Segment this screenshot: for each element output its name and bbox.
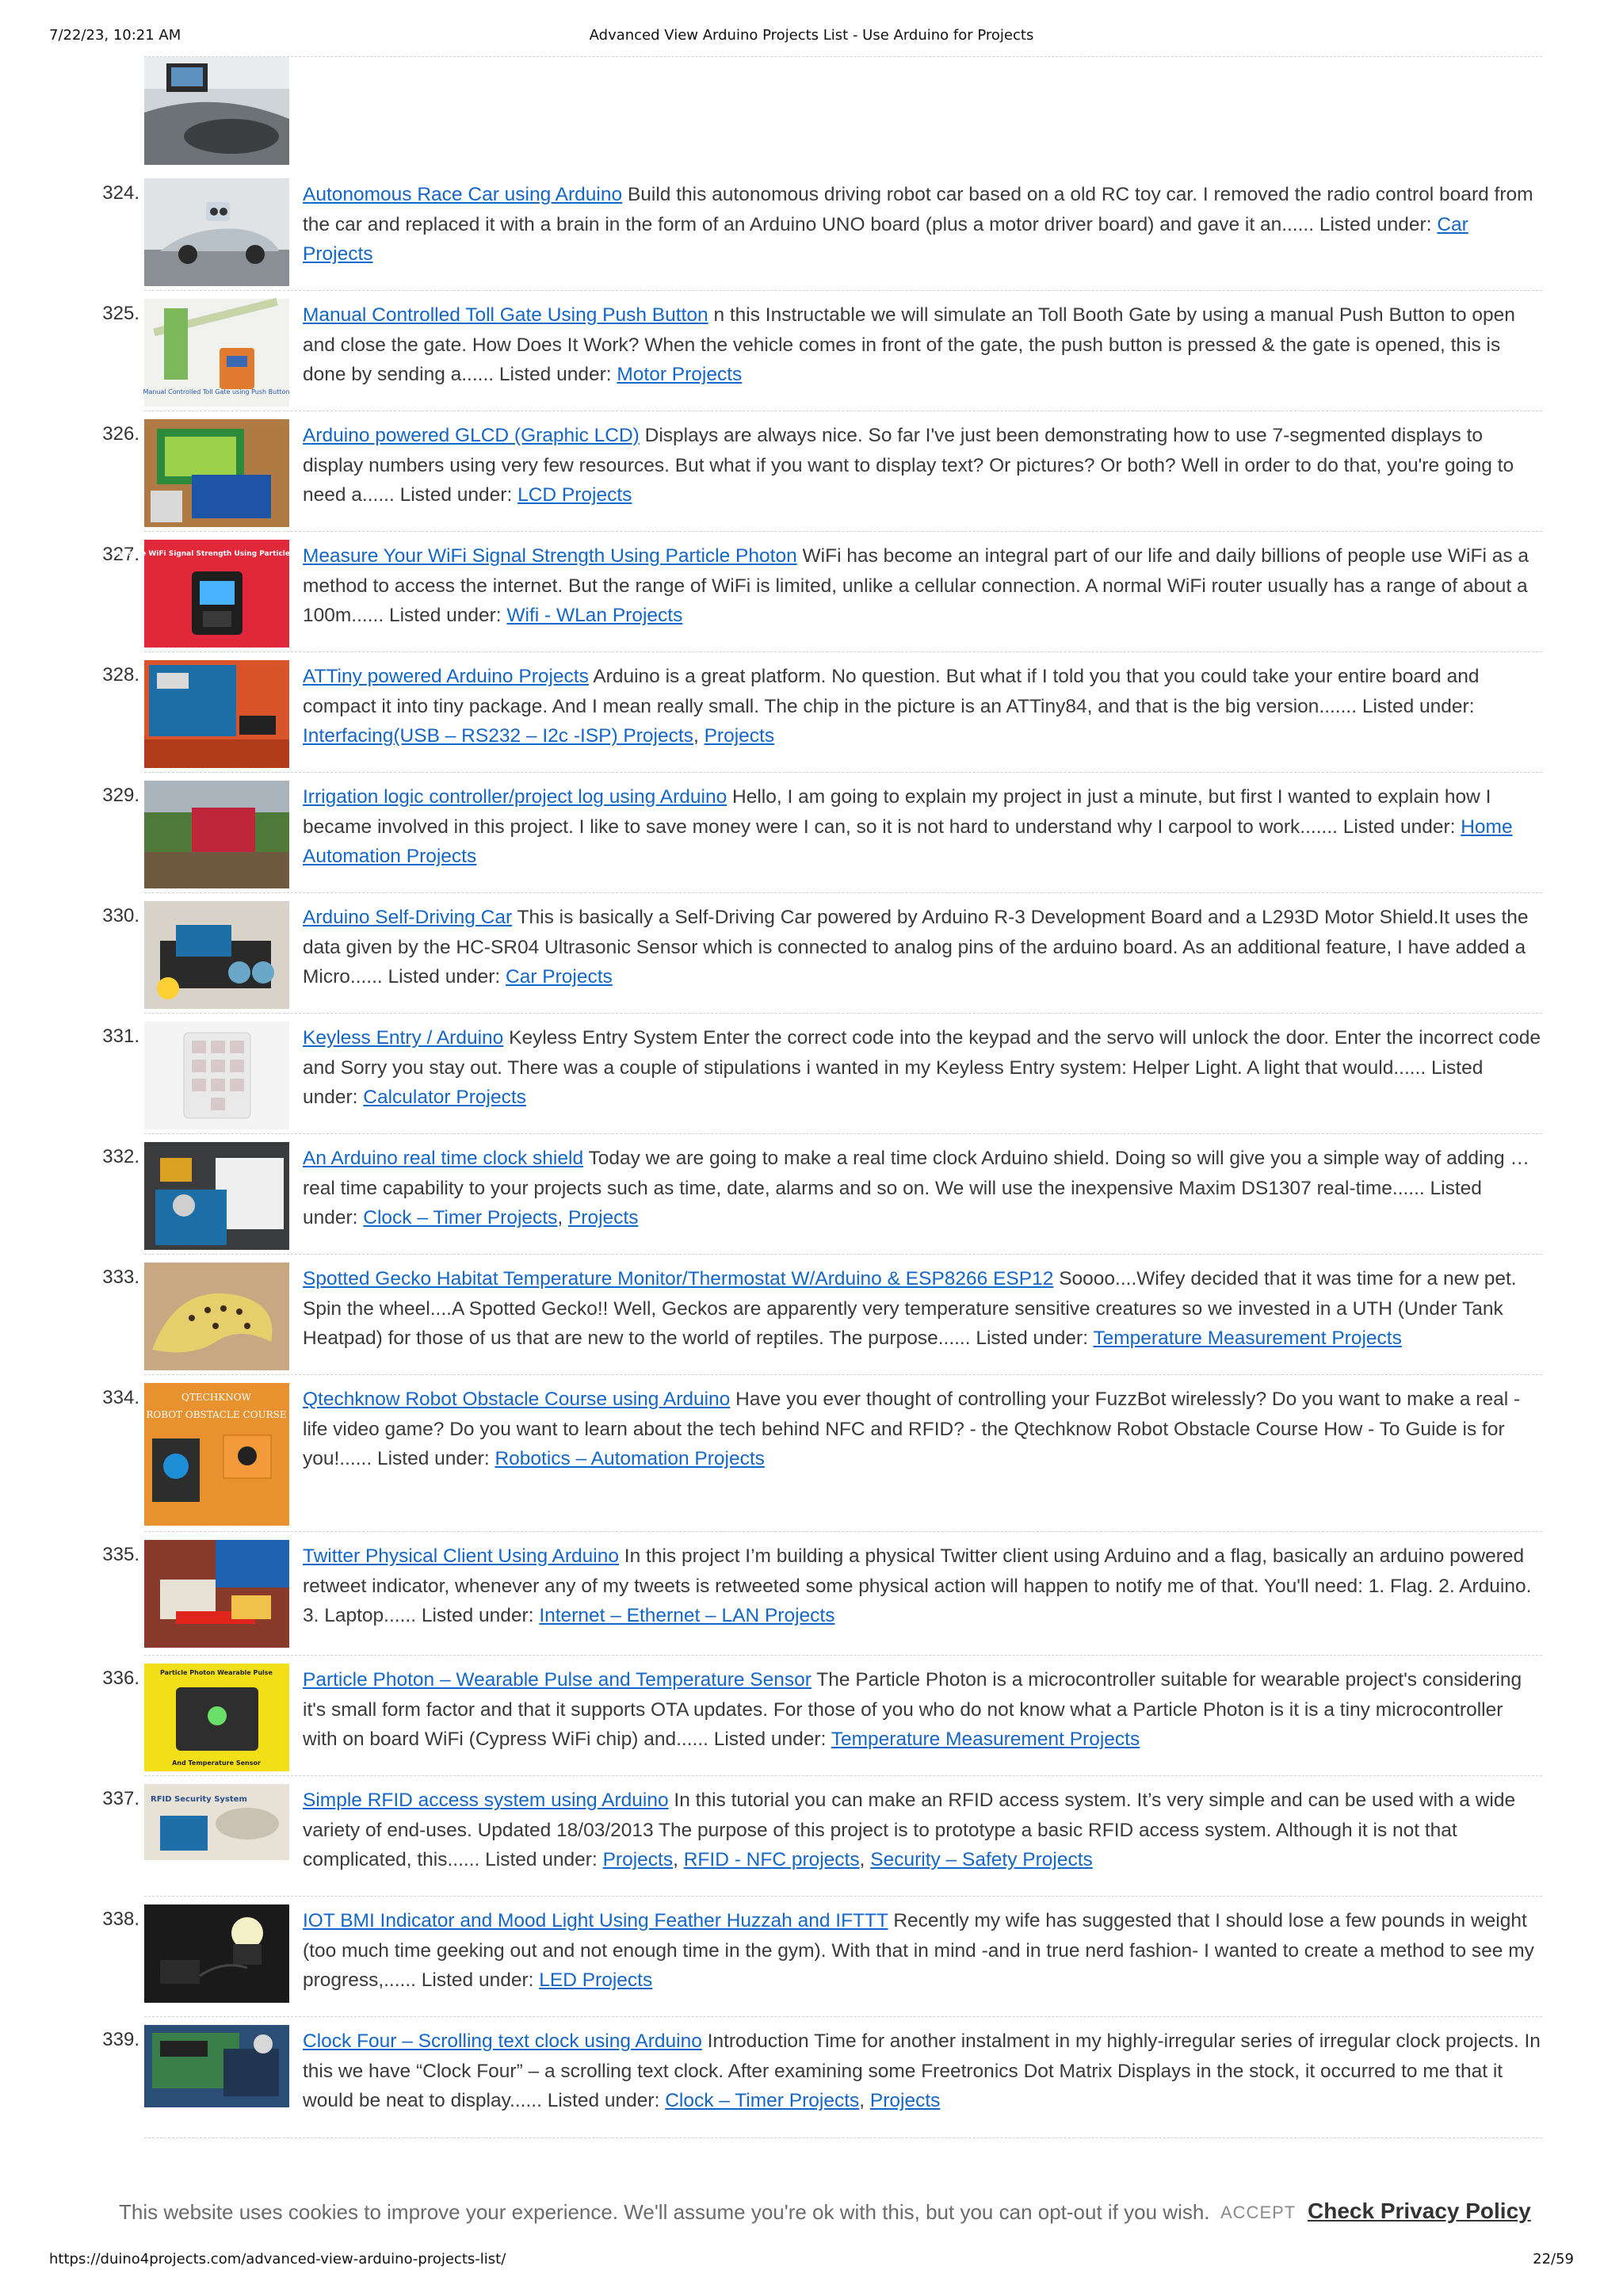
project-title-link[interactable]: Particle Photon – Wearable Pulse and Temperature Sensor xyxy=(303,1669,812,1690)
category-link[interactable]: Car Projects xyxy=(506,966,613,988)
list-item xyxy=(79,1375,1542,1532)
category-link[interactable]: Internet – Ethernet – LAN Projects xyxy=(539,1605,835,1627)
cookie-message: This website uses cookies to improve your experience. We'll assume you're ok with this, but you can opt-out if you wish. xyxy=(119,2200,1210,2224)
listed-under-label: Listed under: xyxy=(1319,213,1432,235)
category-link[interactable]: Projects xyxy=(704,725,775,747)
item-number: 324. xyxy=(102,182,139,204)
category-link[interactable]: Security – Safety Projects xyxy=(870,1849,1093,1871)
project-description: Build this autonomous driving robot car based on a old RC toy car. I removed the radio control board from the car and replaced it with a brain in the form of an Arduino UNO board (plus a motor driver board) and gave it an...... xyxy=(303,184,1533,235)
thumbnail-particle-photon-pulse[interactable] xyxy=(144,1664,289,1771)
item-number: 326. xyxy=(102,423,139,445)
item-number: 333. xyxy=(102,1266,139,1288)
category-link[interactable]: Clock – Timer Projects xyxy=(363,1207,558,1229)
listed-under-label: Listed under: xyxy=(421,1969,534,1992)
list-item xyxy=(79,652,1542,773)
list-item xyxy=(79,2017,1542,2138)
thumbnail-gecko[interactable] xyxy=(144,1263,289,1370)
category-link[interactable]: LCD Projects xyxy=(517,484,632,506)
divider xyxy=(144,56,1542,57)
project-description: This is basically a Self-Driving Car powered by Arduino R-3 Development Board and a L293D Motor Shield.It uses the data given by the HC-SR04 Ultrasonic Sensor which is connected to analog pins of the arduino board. As an additional feature, I have added a Micro...... xyxy=(303,907,1529,988)
category-link[interactable]: Interfacing(USB – RS232 – I2c -ISP) Projects xyxy=(303,725,693,747)
project-description: In this project I’m building a physical Twitter client using Arduino and a flag, basically an arduino powered retweet indicator, whenever any of my tweets is retweeted some physical action will happen to notify me of that. You'll need: 1. Flag. 2. Arduino. 3. Laptop...... xyxy=(303,1545,1532,1627)
listed-under-label: Listed under: xyxy=(498,364,612,386)
category-link[interactable]: Projects xyxy=(602,1849,674,1871)
list-item xyxy=(79,1776,1542,1897)
item-text xyxy=(303,1023,1542,1113)
item-text xyxy=(303,300,1542,390)
thumbnail-rtc-shield[interactable] xyxy=(144,1142,289,1250)
project-title-link[interactable]: Keyless Entry / Arduino xyxy=(303,1027,504,1049)
thumbnail-caption: Particle Photon Wearable Pulse xyxy=(160,1669,273,1676)
category-link[interactable]: RFID - NFC projects xyxy=(683,1849,860,1871)
item-text xyxy=(303,180,1542,269)
item-number: 334. xyxy=(102,1387,139,1408)
item-number: 325. xyxy=(102,303,139,324)
print-datetime: 7/22/23, 10:21 AM xyxy=(49,27,181,44)
item-text xyxy=(303,1385,1542,1474)
project-description: Introduction Time for another instalment in my highly-irregular series of irregular clock projects. In this we have “Clock Four” – a scrolling text clock. After examining some Freetronics Dot Matrix Displays in the stock, it occurred to me that it would be neat to display...... xyxy=(303,2030,1541,2112)
category-link[interactable]: Motor Projects xyxy=(617,364,743,386)
project-title-link[interactable]: Arduino Self-Driving Car xyxy=(303,907,513,928)
thumbnail-caption: RFID Security System xyxy=(151,1795,247,1804)
print-footer xyxy=(49,2251,1574,2271)
cookie-accept-button[interactable]: ACCEPT xyxy=(1220,2202,1296,2222)
project-description: WiFi has become an integral part of our life and daily billions of people use WiFi as a method to access the internet. But the range of WiFi is limited, unlike a cellular connection. A normal WiFi router usually has a range of about a 100m...... xyxy=(303,545,1529,627)
privacy-policy-link[interactable]: Check Privacy Policy xyxy=(1308,2199,1531,2223)
listed-under-label: Listed under: xyxy=(1342,816,1456,838)
project-description: Today we are going to make a real time clock Arduino shield. Doing so will give you a simple way of adding … real time capability to your projects such as time, date, alarms and so on. We will use the inexpensive Maxim DS1307 real-time...... xyxy=(303,1148,1529,1199)
project-title-link[interactable]: Irrigation logic controller/project log using Arduino xyxy=(303,786,727,808)
item-number: 328. xyxy=(102,664,139,686)
item-number: 332. xyxy=(102,1146,139,1167)
project-title-link[interactable]: Measure Your WiFi Signal Strength Using Particle Photon xyxy=(303,545,797,567)
list-item xyxy=(79,411,1542,532)
project-title-link[interactable]: Autonomous Race Car using Arduino xyxy=(303,184,623,205)
thumbnail-twitter-client[interactable] xyxy=(144,1540,289,1648)
list-item xyxy=(79,1014,1542,1134)
list-item xyxy=(79,1255,1542,1375)
item-number: 337. xyxy=(102,1788,139,1809)
project-title-link[interactable]: Twitter Physical Client Using Arduino xyxy=(303,1545,619,1567)
list-item xyxy=(79,170,1542,291)
cookie-consent-bar xyxy=(0,2187,1623,2238)
project-title-link[interactable]: Spotted Gecko Habitat Temperature Monitor/Thermostat W/Arduino & ESP8266 ESP12 xyxy=(303,1268,1054,1289)
thumbnail-obstacle-course[interactable] xyxy=(144,1383,289,1526)
item-text xyxy=(303,1541,1542,1631)
list-item xyxy=(79,1897,1542,2017)
listed-under-label: Listed under: xyxy=(976,1328,1089,1350)
item-text: An Arduino real time clock shield Today we are going to make a real time clock Arduino shield. Doing so will give you a simple way of adding … real time capability to your projects such as time, date, alarms and so on. We will use the inexpensive Maxim DS1307 real-time...... Listed under: Clock – Timer Projects, Projects xyxy=(303,1148,1529,1229)
item-text xyxy=(303,1264,1542,1354)
list-item xyxy=(79,1532,1542,1656)
project-list xyxy=(79,170,1542,2138)
project-title-link[interactable]: Arduino powered GLCD (Graphic LCD) xyxy=(303,425,640,446)
project-description: Displays are always nice. So far I've just been demonstrating how to use 7-segmented displays to display numbers using very few resources. But what if you want to display text? Or pictures? Or both? Well in order to do that, you're going to need a...... xyxy=(303,425,1514,506)
listed-under-label: Listed under: xyxy=(303,1056,1484,1109)
project-title-link[interactable]: Clock Four – Scrolling text clock using Arduino xyxy=(303,2030,702,2052)
item-number: 339. xyxy=(102,2029,139,2050)
listed-under-label: Listed under: xyxy=(485,1849,598,1871)
category-link[interactable]: Robotics – Automation Projects xyxy=(495,1448,765,1470)
list-item xyxy=(79,773,1542,893)
thumbnail-caption: ROBOT OBSTACLE COURSE xyxy=(146,1409,287,1420)
listed-under-label: Listed under: xyxy=(713,1729,827,1751)
project-description: The Particle Photon is a microcontroller suitable for wearable project's considering it's small form factor and that it supports OTA updates. For those of you who do not know what a Particle Photon is it is a tiny microcontroller with on board WiFi (Cypress WiFi chip) and...... xyxy=(303,1669,1522,1751)
project-description: Hello, I am going to explain my project in just a minute, but first I wanted to explain how I became involved in this project. I like to save money were I can, so it is not hard to understand why I carpool to work....... xyxy=(303,786,1491,838)
thumbnail-glcd[interactable] xyxy=(144,419,289,527)
thumbnail-bmi-mood-light[interactable] xyxy=(144,1904,289,2003)
project-description: n this Instructable we will simulate an Toll Booth Gate by using a manual Push Button to open and close the gate. How Does It Work? When the vehicle comes in front of the gate, the push button is pressed & the gate is opened, this is done by sending a...... xyxy=(303,304,1515,386)
project-description: Keyless Entry System Enter the correct code into the keypad and the servo will unlock the door. Enter the incorrect code and Sorry you stay out. There was a couple of stipulations i wanted in my Keyless Entry system: Helper Light. A light that would...... xyxy=(303,1027,1541,1079)
item-number: 330. xyxy=(102,905,139,926)
project-description: In this tutorial you can make an RFID access system. It’s very simple and can be used with a wide variety of end-uses. Updated 18/03/2013 The purpose of this project is to prototype a basic RFID access system. Although it is not that complicated, this...... xyxy=(303,1790,1516,1871)
item-text xyxy=(303,421,1542,510)
item-text xyxy=(303,541,1542,631)
thumbnail-rfid[interactable] xyxy=(144,1784,289,1860)
category-link[interactable]: Clock – Timer Projects xyxy=(665,2090,860,2112)
divider xyxy=(144,2137,1542,2138)
item-number: 331. xyxy=(102,1026,139,1047)
thumbnail-caption: Measure WiFi Signal Strength Using Particle Photon xyxy=(111,550,322,558)
thumbnail-car-dashboard[interactable] xyxy=(144,57,289,165)
thumbnail-irrigation[interactable] xyxy=(144,781,289,888)
item-text: Clock Four – Scrolling text clock using Arduino Introduction Time for another instalment in my highly-irregular series of irregular clock projects. In this we have “Clock Four” – a scrolling text clock. After examining some Freetronics Dot Matrix Displays in the stock, it occurred to me that it would be neat to display...... Listed under: Clock – Timer Projects, Projects xyxy=(303,2030,1541,2112)
list-item xyxy=(79,1656,1542,1776)
print-url: https://duino4projects.com/advanced-view-arduino-projects-list/ xyxy=(49,2251,506,2267)
category-link[interactable]: Calculator Projects xyxy=(363,1087,526,1109)
listed-under-label: Listed under: xyxy=(376,1448,490,1470)
item-text xyxy=(303,903,1542,992)
list-item xyxy=(79,291,1542,411)
thumbnail-self-driving-car[interactable] xyxy=(144,901,289,1009)
listed-under-label: Listed under: xyxy=(1361,695,1475,717)
listed-under-label: Listed under: xyxy=(303,1177,1482,1229)
thumbnail-keypad[interactable] xyxy=(144,1022,289,1129)
thumbnail-race-car[interactable] xyxy=(144,178,289,286)
listed-under-label: Listed under: xyxy=(547,2090,660,2112)
category-link[interactable]: Projects xyxy=(869,2090,941,2112)
thumbnail-clock-four[interactable] xyxy=(144,2025,289,2107)
item-text xyxy=(303,782,1542,872)
listed-under-label: Listed under: xyxy=(388,605,502,627)
project-title-link[interactable]: An Arduino real time clock shield xyxy=(303,1148,584,1169)
category-link[interactable]: Car Projects xyxy=(303,213,1468,266)
project-description: Have you ever thought of controlling your FuzzBot wirelessly? Do you want to make a real - life video game? Do you want to learn about the tech behind NFC and RFID? - the Qtechknow Robot Obstacle Course How - To Guide is for you!...... xyxy=(303,1389,1521,1470)
list-item xyxy=(79,893,1542,1014)
project-description: Soooo....Wifey decided that it was time for a new pet. Spin the wheel....A Spotted Gecko!! Well, Geckos are apparently very temperature sensitive creatures so we invested in a UTH (Under Tank Heatpad) for those of us that are new to the world of reptiles. The purpose...... xyxy=(303,1268,1517,1350)
print-page-title: Advanced View Arduino Projects List - Use Arduino for Projects xyxy=(589,27,1034,44)
project-title-link[interactable]: ATTiny powered Arduino Projects xyxy=(303,666,589,687)
project-title-link[interactable]: Qtechknow Robot Obstacle Course using Arduino xyxy=(303,1389,731,1410)
thumbnail-caption: Manual Controlled Toll Gate using Push Button xyxy=(143,388,290,395)
thumbnail-toll-gate[interactable] xyxy=(144,299,289,407)
item-number: 327. xyxy=(102,544,139,565)
thumbnail-caption: And Temperature Sensor xyxy=(172,1759,261,1767)
item-number: 329. xyxy=(102,785,139,806)
print-header xyxy=(49,27,1574,48)
item-text xyxy=(303,1665,1542,1755)
item-text xyxy=(303,1906,1542,1996)
category-link[interactable]: LED Projects xyxy=(539,1969,653,1992)
list-item xyxy=(79,532,1542,652)
item-number: 335. xyxy=(102,1544,139,1565)
project-title-link[interactable]: Manual Controlled Toll Gate Using Push Button xyxy=(303,304,708,326)
category-link[interactable]: Wifi - WLan Projects xyxy=(506,605,683,627)
listed-under-label: Listed under: xyxy=(421,1605,534,1627)
list-item xyxy=(79,1134,1542,1255)
listed-under-label: Listed under: xyxy=(388,966,501,988)
project-title-link[interactable]: IOT BMI Indicator and Mood Light Using Feather Huzzah and IFTTT xyxy=(303,1910,888,1931)
category-link[interactable]: Home Automation Projects xyxy=(303,816,1513,868)
listed-under-label: Listed under: xyxy=(399,484,513,506)
category-link[interactable]: Projects xyxy=(567,1207,639,1229)
thumbnail-caption: QTECHKNOW xyxy=(181,1392,251,1403)
item-number: 338. xyxy=(102,1908,139,1930)
category-link[interactable]: Temperature Measurement Projects xyxy=(831,1729,1140,1751)
project-description: Recently my wife has suggested that I should lose a few pounds in weight (too much time geeking out and not enough time in the gym). With that in mind -and in true nerd fashion- I wanted to create a method to see my progress,...... xyxy=(303,1910,1534,1992)
print-page-number: 22/59 xyxy=(1533,2251,1574,2267)
category-link[interactable]: Temperature Measurement Projects xyxy=(1093,1328,1402,1350)
item-text: ATTiny powered Arduino Projects Arduino is a great platform. No question. But what if I told you that you could take your entire board and compact it into tiny package. And I mean really small. The chip in the picture is an ATTiny84, and that is the big version....... Listed under: Interfacing(USB – RS232 – I2c -ISP) Projects, Projects xyxy=(303,666,1480,747)
item-number: 336. xyxy=(102,1668,139,1689)
project-title-link[interactable]: Simple RFID access system using Arduino xyxy=(303,1790,669,1811)
item-text: Simple RFID access system using Arduino In this tutorial you can make an RFID access system. It’s very simple and can be used with a wide variety of end-uses. Updated 18/03/2013 The purpose of this project is to prototype a basic RFID access system. Although it is not that complicated, this...... Listed under: Projects, RFID - NFC projects, Security – Safety Projects xyxy=(303,1790,1516,1871)
thumbnail-attiny[interactable] xyxy=(144,660,289,768)
project-description: Arduino is a great platform. No question. But what if I told you that you could take your entire board and compact it into tiny package. And I mean really small. The chip in the picture is an ATTiny84, and that is the big version....... xyxy=(303,666,1480,717)
